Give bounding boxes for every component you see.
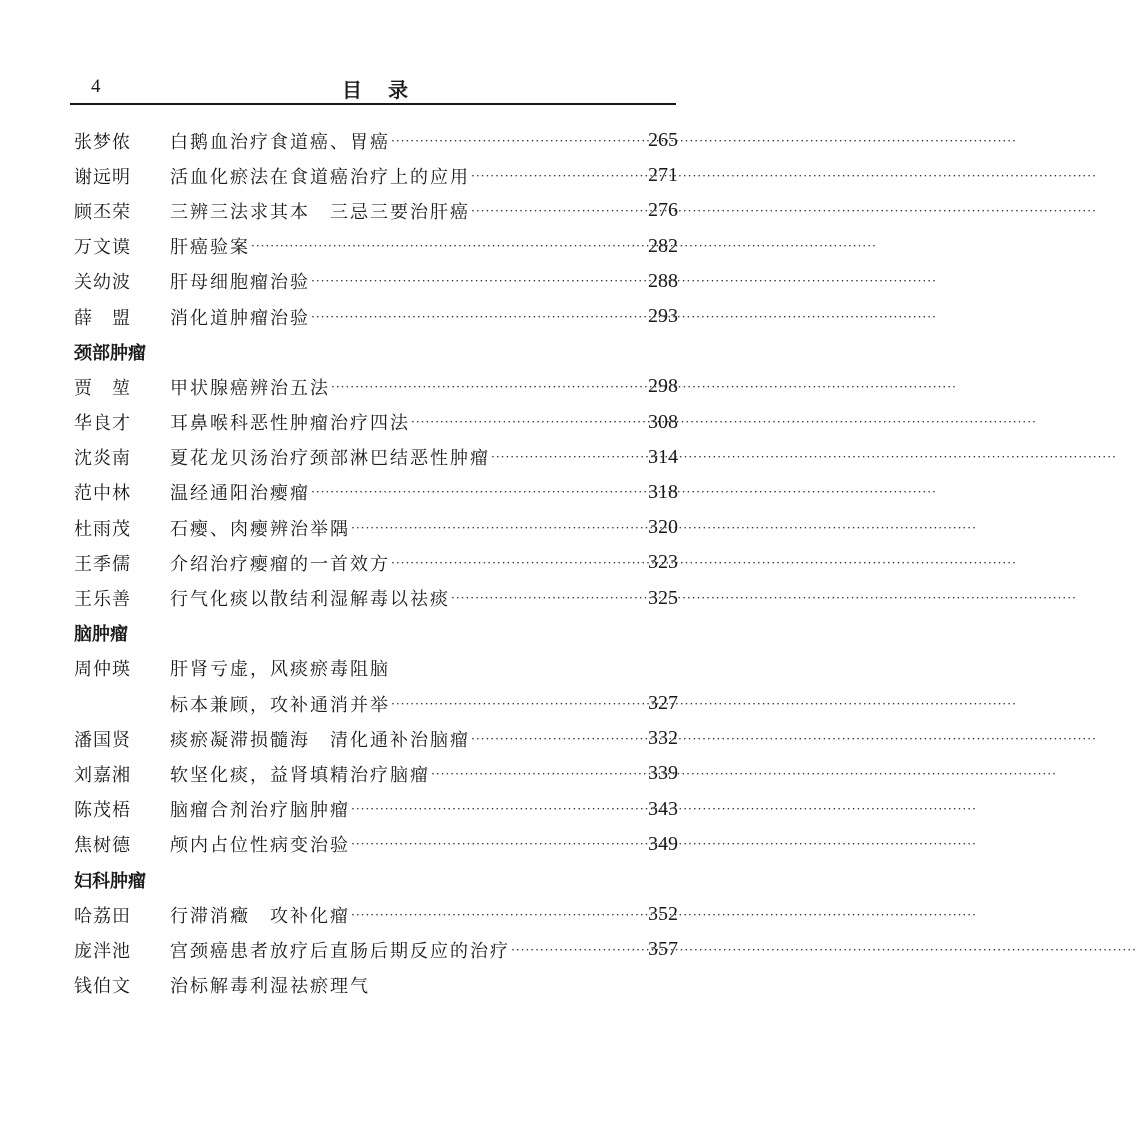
entry-page-number: 314: [648, 445, 678, 468]
dot-leader: [331, 380, 634, 394]
entry-author: 刘嘉湘: [74, 764, 131, 786]
toc-entry: [74, 158, 678, 193]
entry-page-number: 320: [648, 516, 678, 539]
dot-leader: [311, 310, 634, 324]
toc-entry: [74, 475, 678, 510]
page-number: 4: [91, 76, 101, 97]
dot-leader: [391, 697, 634, 711]
entry-title: 行气化痰以散结利湿解毒以祛痰: [170, 589, 450, 611]
toc-entry: [74, 932, 678, 967]
section-heading: 颈部肿瘤: [74, 342, 146, 364]
entry-title: 白鹅血治疗食道癌、胃癌: [170, 131, 390, 153]
header-rule: [70, 103, 676, 105]
dot-leader: [471, 732, 634, 746]
entry-author: 潘国贤: [74, 729, 131, 751]
entry-page-number: 343: [648, 797, 678, 820]
toc-entry: [74, 369, 678, 404]
toc-entry: [74, 827, 678, 862]
toc-entry: [74, 721, 678, 756]
section-heading: 妇科肿瘤: [74, 870, 146, 892]
entry-title: 石瘿、肉瘿辨治举隅: [170, 518, 350, 540]
dot-leader: [251, 239, 634, 253]
toc-entry: [74, 792, 678, 827]
dot-leader: [351, 521, 634, 535]
toc-entry: [74, 229, 678, 264]
toc-entry: [74, 299, 678, 334]
toc-entry: [74, 686, 678, 721]
entry-title: 介绍治疗瘿瘤的一首效方: [170, 553, 390, 575]
toc-entry: [74, 545, 678, 580]
entry-title: 温经通阳治瘿瘤: [170, 483, 310, 505]
entry-page-number: 318: [648, 480, 678, 503]
toc-entry: [74, 968, 678, 1003]
entry-author: 钱伯文: [74, 976, 131, 998]
toc-entry: [74, 264, 678, 299]
entry-author: 谢远明: [74, 166, 131, 188]
entry-title: 耳鼻喉科恶性肿瘤治疗四法: [170, 413, 410, 435]
entry-page-number: 276: [648, 199, 678, 222]
entry-title: 脑瘤合剂治疗脑肿瘤: [170, 800, 350, 822]
dot-leader: [511, 943, 634, 957]
toc-entry: [74, 405, 678, 440]
entry-page-number: 357: [648, 938, 678, 961]
toc-entry: [74, 123, 678, 158]
dot-leader: [311, 274, 634, 288]
entry-page-number: 265: [648, 129, 678, 152]
entry-page-number: 327: [648, 692, 678, 715]
dot-leader: [311, 485, 634, 499]
entry-author: 王乐善: [74, 589, 131, 611]
entry-title: 宫颈癌患者放疗后直肠后期反应的治疗: [170, 940, 510, 962]
entry-title: 软坚化痰，益肾填精治疗脑瘤: [170, 764, 430, 786]
toc-entry: [74, 440, 678, 475]
entry-title: 甲状腺癌辨治五法: [170, 377, 330, 399]
dot-leader: [391, 556, 634, 570]
dot-leader: [411, 415, 634, 429]
entry-page-number: 282: [648, 234, 678, 257]
table-of-contents: [74, 123, 678, 1003]
entry-author: 杜雨茂: [74, 518, 131, 540]
dot-leader: [391, 134, 634, 148]
entry-author: 贾 堃: [74, 377, 131, 399]
entry-title: 痰瘀凝滞损髓海 清化通补治脑瘤: [170, 729, 470, 751]
entry-title: 肝母细胞瘤治验: [170, 272, 310, 294]
entry-page-number: 352: [648, 903, 678, 926]
entry-title: 标本兼顾，攻补通消并举: [170, 694, 390, 716]
toc-entry: [74, 651, 678, 686]
entry-title: 颅内占位性病变治验: [170, 835, 350, 857]
entry-page-number: 325: [648, 586, 678, 609]
entry-page-number: 271: [648, 164, 678, 187]
entry-author: 关幼波: [74, 272, 131, 294]
entry-title: 三辨三法求其本 三忌三要治肝癌: [170, 201, 470, 223]
entry-page-number: 323: [648, 551, 678, 574]
dot-leader: [351, 837, 634, 851]
entry-author: 顾丕荣: [74, 201, 131, 223]
running-head: 目录: [342, 78, 434, 102]
entry-author: 焦树德: [74, 835, 131, 857]
toc-entry: [74, 193, 678, 228]
entry-page-number: 288: [648, 269, 678, 292]
dot-leader: [431, 767, 634, 781]
entry-title: 消化道肿瘤治验: [170, 307, 310, 329]
entry-author: 万文谟: [74, 237, 131, 259]
dot-leader: [451, 591, 634, 605]
dot-leader: [351, 802, 634, 816]
entry-title: 肝癌验案: [170, 237, 250, 259]
dot-leader: [471, 169, 634, 183]
entry-page-number: 339: [648, 762, 678, 785]
entry-author: 华良才: [74, 413, 131, 435]
toc-entry: [74, 897, 678, 932]
entry-author: 张梦侬: [74, 131, 131, 153]
entry-author: 范中林: [74, 483, 131, 505]
entry-page-number: 293: [648, 305, 678, 328]
entry-title: 夏花龙贝汤治疗颈部淋巴结恶性肿瘤: [170, 448, 490, 470]
dot-leader: [491, 450, 634, 464]
entry-author: 王季儒: [74, 553, 131, 575]
entry-author: 庞泮池: [74, 940, 131, 962]
dot-leader: [471, 204, 634, 218]
entry-title: 活血化瘀法在食道癌治疗上的应用: [170, 166, 470, 188]
entry-author: 薛 盟: [74, 307, 131, 329]
toc-entry: [74, 510, 678, 545]
entry-page-number: 332: [648, 727, 678, 750]
entry-author: 周仲瑛: [74, 659, 131, 681]
section-heading: 脑肿瘤: [74, 624, 128, 646]
toc-entry: [74, 580, 678, 615]
entry-title: 治标解毒利湿祛瘀理气: [170, 976, 370, 998]
entry-page-number: 298: [648, 375, 678, 398]
toc-entry: [74, 756, 678, 791]
dot-leader: [351, 908, 634, 922]
entry-page-number: 308: [648, 410, 678, 433]
entry-author: 哈荔田: [74, 905, 131, 927]
entry-title: 行滞消癥 攻补化瘤: [170, 905, 350, 927]
entry-title: 肝肾亏虚，风痰瘀毒阻脑: [170, 659, 390, 681]
entry-page-number: 349: [648, 832, 678, 855]
entry-author: 陈茂梧: [74, 800, 131, 822]
entry-author: 沈炎南: [74, 448, 131, 470]
